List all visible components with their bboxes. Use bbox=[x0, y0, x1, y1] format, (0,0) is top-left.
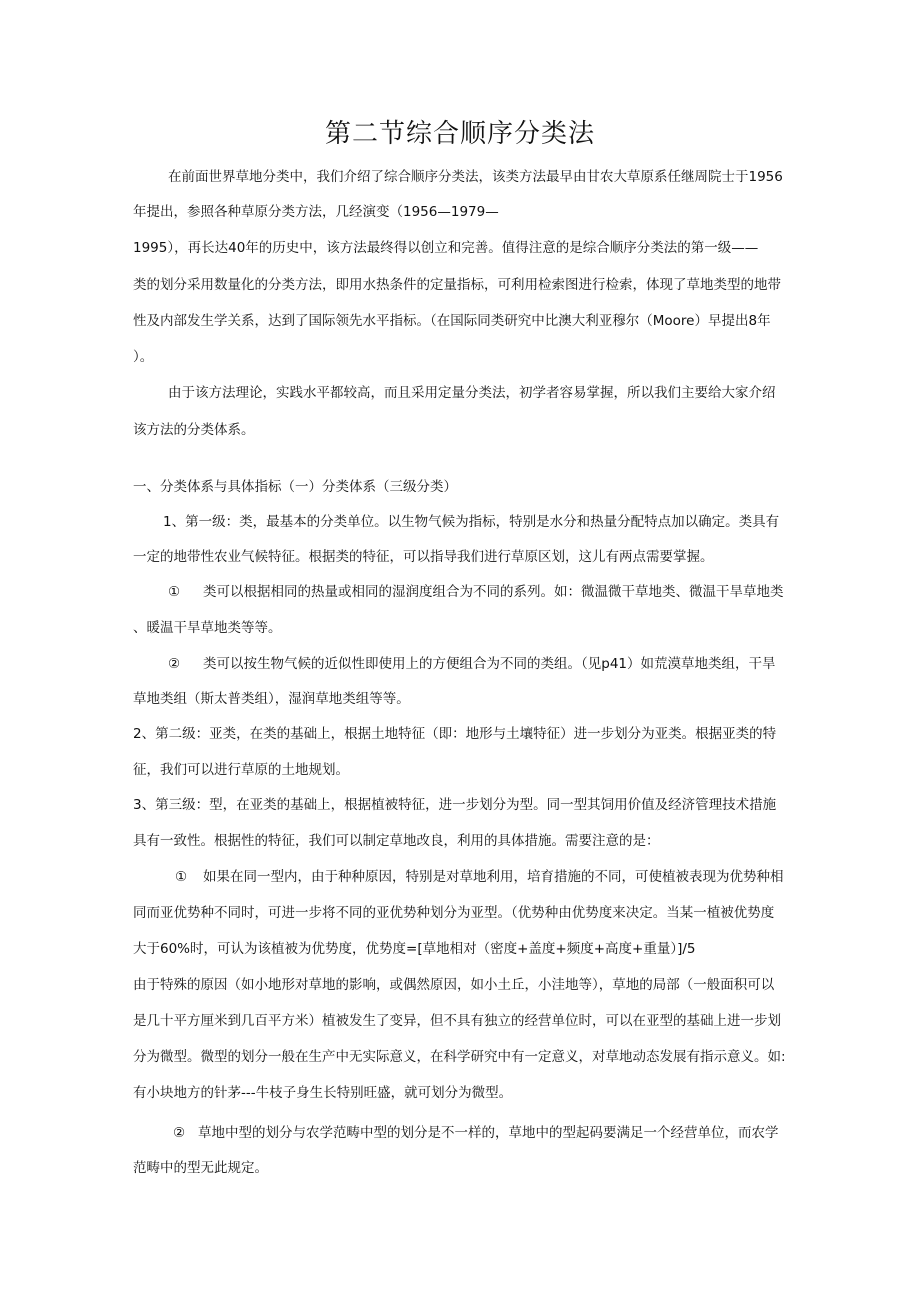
paragraph-line: 草地类组（斯太普类组），湿润草地类组等等。 bbox=[133, 691, 410, 707]
circled-number-1: ① bbox=[175, 869, 188, 885]
paragraph-line: 有小块地方的针茅---牛枝子身生长特别旺盛，就可划分为微型。 bbox=[133, 1085, 513, 1101]
circled-number-1: ① bbox=[168, 584, 181, 600]
paragraph-line: ）。 bbox=[133, 349, 154, 365]
paragraph-line: 1、第一级：类，最基本的分类单位。以生物气候为指标，特别是水分和热量分配特点加以确定。类具有 bbox=[163, 514, 780, 530]
paragraph-line: 在前面世界草地分类中，我们介绍了综合顺序分类法，该类方法最早由甘农大草原系任继周院士于1956 bbox=[168, 169, 783, 185]
paragraph-line: 如果在同一型内，由于种种原因，特别是对草地利用，培育措施的不同，可使植被表现为优势种相 bbox=[203, 869, 784, 885]
circled-number-2: ② bbox=[168, 656, 181, 672]
circled-number-2: ② bbox=[173, 1125, 186, 1141]
paragraph-line: 征，我们可以进行草原的土地规划。 bbox=[133, 762, 349, 778]
section-heading: 一、分类体系与具体指标（一）分类体系（三级分类） bbox=[133, 479, 457, 495]
paragraph-line: 2、第二级：亚类，在类的基础上，根据土地特征（即：地形与土壤特征）进一步划分为亚类。根据亚类的特 bbox=[133, 726, 777, 742]
paragraph-line: 由于该方法理论，实践水平都较高，而且采用定量分类法，初学者容易掌握，所以我们主要给大家介绍 bbox=[168, 385, 776, 401]
page-title: 第二节综合顺序分类法 bbox=[324, 119, 595, 149]
paragraph-line: 一定的地带性农业气候特征。根据类的特征，可以指导我们进行草原区划，这儿有两点需要掌握。 bbox=[133, 549, 714, 565]
paragraph-line: 3、第三级：型，在亚类的基础上，根据植被特征，进一步划分为型。同一型其饲用价值及经济管理技术措施 bbox=[133, 797, 777, 813]
paragraph-line: 类可以根据相同的热量或相同的湿润度组合为不同的系列。如：微温微干草地类、微温干旱草地类 bbox=[203, 584, 784, 600]
paragraph-line: 草地中型的划分与农学范畴中型的划分是不一样的，草地中的型起码要满足一个经营单位，而农学 bbox=[198, 1125, 779, 1141]
paragraph-line: 同而亚优势种不同时，可进一步将不同的亚优势种划分为亚型。（优势种由优势度来决定。当某一植被优势度 bbox=[133, 905, 775, 921]
paragraph-line: 由于特殊的原因（如小地形对草地的影响，或偶然原因，如小土丘，小洼地等），草地的局部（一般面积可以 bbox=[133, 977, 775, 993]
paragraph-line: 、暖温干旱草地类等等。 bbox=[133, 620, 282, 636]
paragraph-line: 该方法的分类体系。 bbox=[133, 422, 255, 438]
paragraph-line: 具有一致性。根据性的特征，我们可以制定草地改良，利用的具体措施。需要注意的是： bbox=[133, 833, 660, 849]
paragraph-line: 是几十平方厘米到几百平方米）植被发生了变异，但不具有独立的经营单位时，可以在亚型的基础上进一步划 bbox=[133, 1013, 781, 1029]
paragraph-line: 大于60%时，可认为该植被为优势度，优势度=[草地相对（密度+盖度+频度+高度+重量）]/5 bbox=[133, 941, 696, 957]
paragraph-line: 范畴中的型无此规定。 bbox=[133, 1160, 268, 1176]
paragraph-line: 1995），再长达40年的历史中，该方法最终得以创立和完善。值得注意的是综合顺序分类法的第一级—— bbox=[133, 240, 759, 256]
paragraph-line: 类的划分采用数量化的分类方法，即用水热条件的定量指标，可利用检索图进行检索，体现了草地类型的地带 bbox=[133, 277, 781, 293]
paragraph-line: 类可以按生物气候的近似性即使用上的方便组合为不同的类组。（见p41）如荒漠草地类组，干旱 bbox=[203, 656, 776, 672]
paragraph-line: 年提出，参照各种草原分类方法，几经演变（1956—1979— bbox=[133, 204, 499, 220]
paragraph-line: 性及内部发生学关系，达到了国际领先水平指标。（在国际同类研究中比澳大利亚穆尔（Moore）早提出8年 bbox=[133, 313, 771, 329]
paragraph-line: 分为微型。微型的划分一般在生产中无实际意义，在科学研究中有一定意义，对草地动态发展有指示意义。如: bbox=[133, 1049, 786, 1065]
